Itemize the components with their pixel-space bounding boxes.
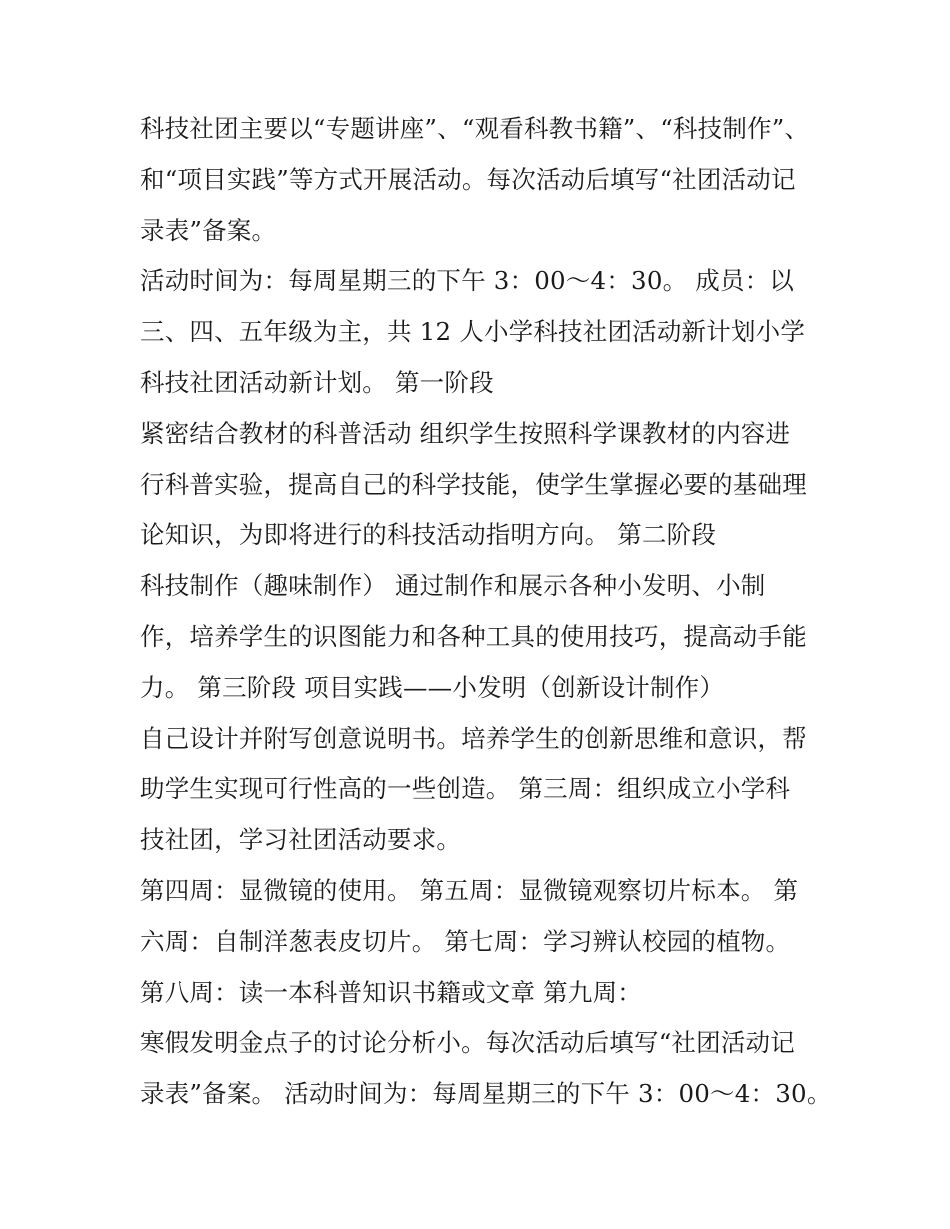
text-line-2: 和“项目实践”等方式开展活动。每次活动后填写“社团活动记 <box>140 164 796 194</box>
text-line-4: 活动时间为：每周星期三的下午 3：00～4：30。 成员：以 <box>140 266 795 296</box>
text-line-14: 助学生实现可行性高的一些创造。 第三周：组织成立小学科 <box>140 774 791 804</box>
text-line-6: 科技社团活动新计划。 第一阶段 <box>140 367 494 397</box>
text-line-7: 紧密结合教材的科普活动 组织学生按照科学课教材的内容进 <box>140 418 791 448</box>
text-line-9: 论知识，为即将进行的科技活动指明方向。 第二阶段 <box>140 520 717 550</box>
body-text <box>140 104 830 1120</box>
text-line-13: 自己设计并附写创意说明书。培养学生的创新思维和意识，帮 <box>140 723 807 753</box>
text-line-19: 寒假发明金点子的讨论分析小。每次活动后填写“社团活动记 <box>140 1028 795 1058</box>
text-line-18: 第八周：读一本科普知识书籍或文章 第九周： <box>140 977 642 1007</box>
text-line-8: 行科普实验，提高自己的科学技能，使学生掌握必要的基础理 <box>140 469 807 499</box>
text-line-1: 科技社团主要以“专题讲座”、“观看科教书籍”、“科技制作”、 <box>140 114 810 143</box>
text-line-3: 录表”备案。 <box>140 215 277 245</box>
text-line-10: 科技制作（趣味制作） 通过制作和展示各种小发明、小制 <box>140 571 766 601</box>
text-line-20: 录表”备案。 活动时间为：每周星期三的下午 3：00～4：30。 <box>140 1079 832 1109</box>
text-line-16: 第四周：显微镜的使用。 第五周：显微镜观察切片标本。 第 <box>140 875 799 905</box>
text-line-15: 技社团，学习社团活动要求。 <box>140 825 462 855</box>
text-line-5: 三、四、五年级为主，共 12 人小学科技社团活动新计划小学 <box>140 317 806 347</box>
text-line-17: 六周：自制洋葱表皮切片。 第七周：学习辨认校园的植物。 <box>140 926 791 956</box>
text-line-12: 力。 第三阶段 项目实践——小发明（创新设计制作） <box>140 672 725 702</box>
text-line-11: 作，培养学生的识图能力和各种工具的使用技巧，提高动手能 <box>140 621 807 651</box>
